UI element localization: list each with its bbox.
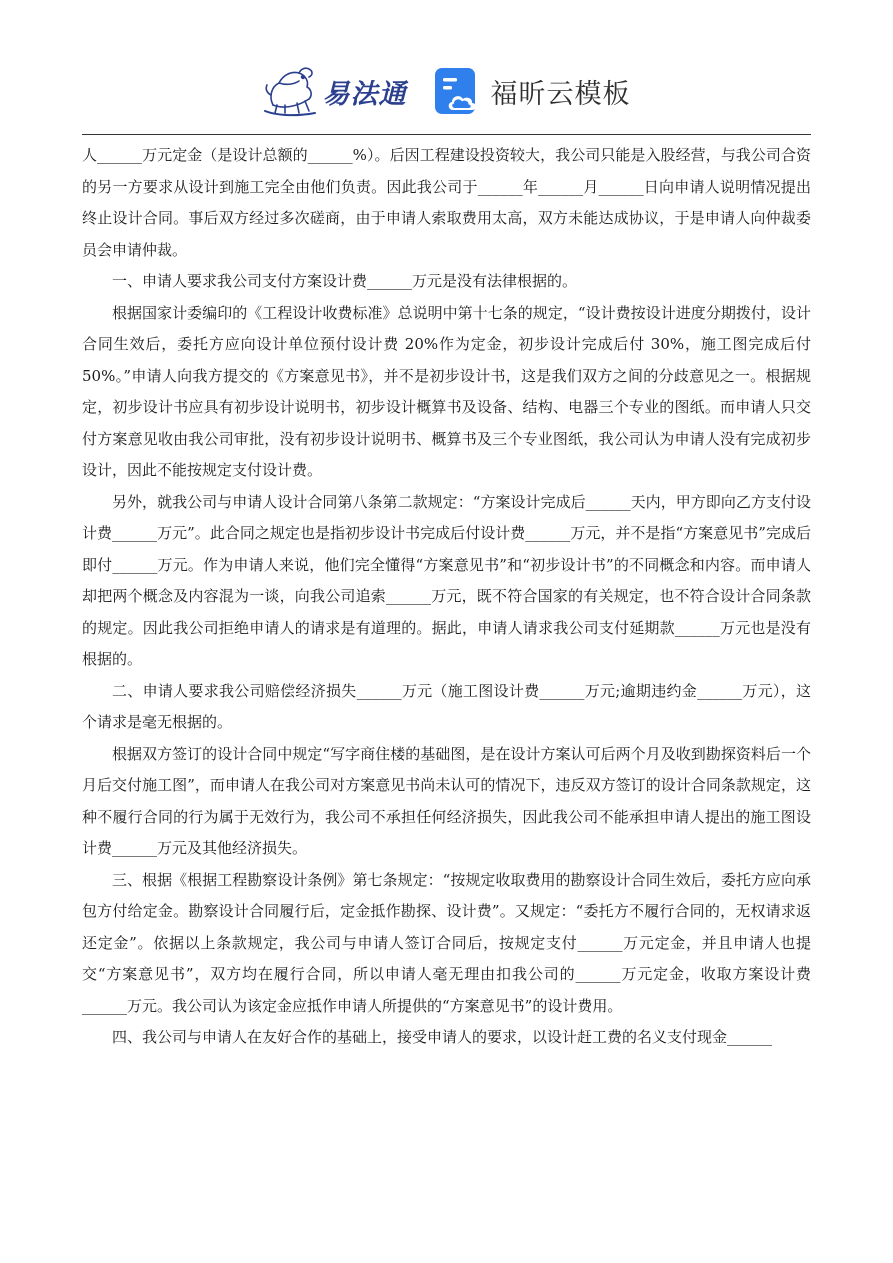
paragraph: 根据国家计委编印的《工程设计收费标准》总说明中第十七条的规定，“设计费按设计进度分期拨付，设计合同生效后，委托方应向设计单位预付设计费 20%作为定金，初步设计完成后付 30%，施工图完成后付 50%。”申请人向我方提交的《方案意见书》，并不是初步设计书，这是我们双方之间的分歧意见之一。根据规定，初步设计书应具有初步设计说明书，初步设计概算书及设备、结构、电器三个专业的图纸。而申请人只交付方案意见收由我公司审批，没有初步设计说明书、概算书及三个专业图纸，我公司认为申请人没有完成初步设计，因此不能按规定支付设计费。 [82, 303, 811, 479]
paragraph: 人______万元定金（是设计总额的______%）。后因工程建设投资较大，我公司只能是入股经营，与我公司合资的另一方要求从设计到施工完全由他们负责。因此我公司于______年______月______日向申请人说明情况提出终止设计合同。事后双方经过多次磋商，由于申请人索取费用太高，双方未能达成协议，于是申请人向仲裁委员会申请仲裁。 [82, 146, 811, 259]
foxit-cloud-template-logo [433, 66, 631, 116]
paragraph: 一、申请人要求我公司支付方案设计费______万元是没有法律根据的。 [112, 272, 578, 290]
document-cloud-icon [433, 66, 481, 116]
foxit-cloud-template-text: 福昕云模板 [490, 78, 631, 110]
paragraph: 根据双方签订的设计合同中规定“写字商住楼的基础图，是在设计方案认可后两个月及收到勘探资料后一个月后交付施工图”，而申请人在我公司对方案意见书尚未认可的情况下，违反双方签订的设计合同条款规定，这种不履行合同的行为属于无效行为，我公司不承担任何经济损失，因此我公司不能承担申请人提出的施工图设计费______万元及其他经济损失。 [82, 744, 811, 857]
document-body [82, 140, 811, 1054]
paragraph: 另外，就我公司与申请人设计合同第八条第二款规定：“方案设计完成后______天内，甲方即向乙方支付设计费______万元”。此合同之规定也是指初步设计书完成后付设计费______万元，并不是指“方案意见书”完成后即付______万元。作为申请人来说，他们完全懂得“方案意见书”和“初步设计书”的不同概念和内容。而申请人却把两个概念及内容混为一谈，向我公司追索______万元，既不符合国家的有关规定，也不符合设计合同条款的规定。因此我公司拒绝申请人的请求是有道理的。据此，申请人请求我公司支付延期款______万元也是没有根据的。 [82, 492, 811, 668]
qilin-emblem-icon [263, 65, 319, 117]
paragraph: 二、申请人要求我公司赔偿经济损失______万元（施工图设计费______万元;逾期违约金______万元），这个请求是毫无根据的。 [82, 681, 811, 731]
page-header [0, 58, 893, 124]
yifatong-logo-text: 易法通 [322, 78, 407, 110]
paragraph: 四、我公司与申请人在友好合作的基础上，接受申请人的要求，以设计赶工费的名义支付现金______ [112, 1028, 773, 1046]
header-divider [82, 134, 811, 135]
paragraph: 三、根据《根据工程勘察设计条例》第七条规定：“按规定收取费用的勘察设计合同生效后，委托方应向承包方付给定金。勘察设计合同履行后，定金抵作勘探、设计费”。又规定：“委托方不履行合同的，无权请求返还定金”。依据以上条款规定，我公司与申请人签订合同后，按规定支付______万元定金，并且申请人也提交“方案意见书”，双方均在履行合同，所以申请人毫无理由扣我公司的______万元定金，收取方案设计费______万元。我公司认为该定金应抵作申请人所提供的“方案意见书”的设计费用。 [82, 870, 811, 1015]
yifatong-logo [263, 65, 407, 117]
